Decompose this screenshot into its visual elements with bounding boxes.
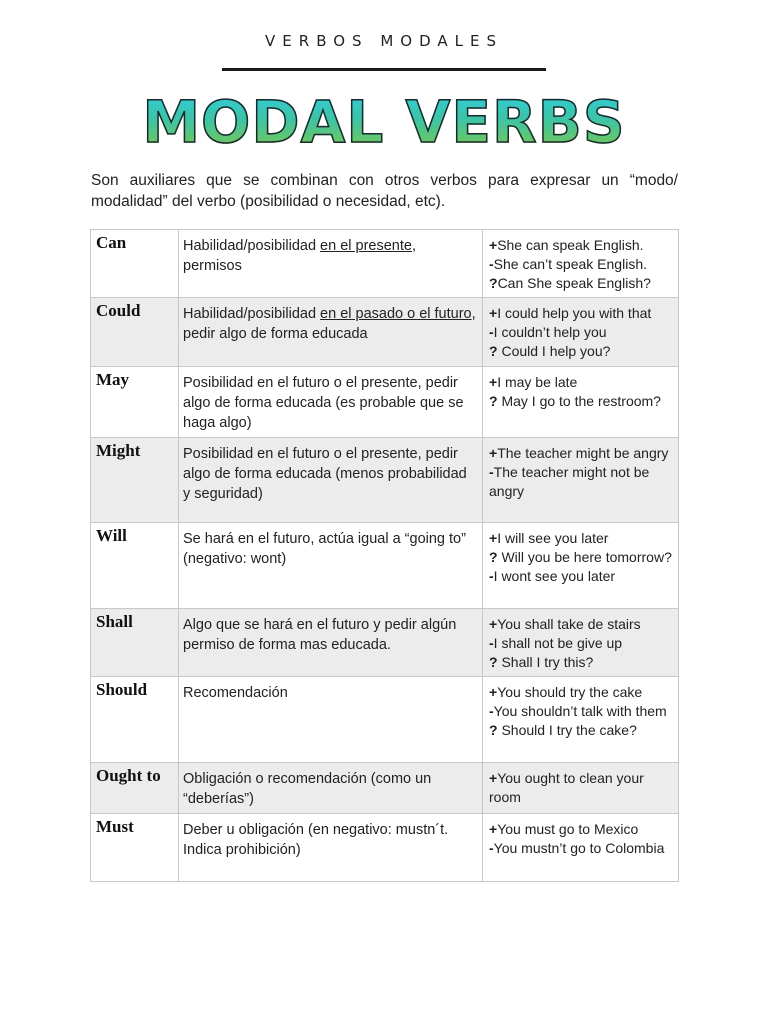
modal-verbs-table [90,229,679,882]
description-text [179,814,482,864]
example-line [489,548,674,567]
example-sentence: You shall take de stairs [497,616,641,632]
example-line [489,721,674,740]
description-segment: Recomendación [183,685,288,701]
examples-cell [483,814,679,882]
example-marker: - [489,635,494,651]
example-line [489,342,674,361]
intro-paragraph: Son auxiliares que se combinan con otros verbos para expresar un “modo/ modalidad” del verbo (posibilidad o necesidad, etc). [91,172,678,210]
description-cell [179,523,483,609]
examples-list [483,230,678,297]
description-segment: Posibilidad en el futuro o el presente, pedir algo de forma educada (menos probabilidad y seguridad) [183,446,467,502]
table-row [91,609,679,677]
example-sentence: You should try the cake [497,684,643,700]
description-text [179,298,482,348]
main-title [0,86,768,158]
example-line [489,323,674,342]
examples-cell [483,523,679,609]
example-line [489,634,674,653]
example-sentence: Will you be here tomorrow? [497,549,672,565]
examples-cell [483,367,679,438]
example-sentence: You ought to clean your room [489,770,644,805]
example-line [489,702,674,721]
table-row [91,298,679,367]
example-line [489,236,674,255]
description-segment: Algo que se hará en el futuro y pedir algún permiso de forma mas educada. [183,617,457,653]
example-marker: - [489,703,494,719]
description-segment: Habilidad/posibilidad [183,238,321,254]
header-title: VERBOS MODALES [265,32,503,50]
example-line [489,839,674,858]
main-title-text: MODAL VERBS [142,88,626,156]
example-marker: - [489,840,494,856]
table-row [91,677,679,763]
description-segment: , pedir algo de forma educada [183,306,476,342]
verb-cell [91,367,179,438]
description-cell [179,230,483,298]
examples-list [483,609,678,676]
example-sentence: I wont see you later [493,568,616,584]
example-marker: + [489,530,498,546]
verb-cell [91,230,179,298]
example-line [489,444,674,463]
description-segment: Posibilidad en el futuro o el presente, pedir algo de forma educada (es probable que se haga algo) [183,375,464,431]
example-line [489,769,674,807]
example-line [489,392,674,411]
example-line [489,567,674,586]
verb-cell [91,438,179,523]
description-cell [179,814,483,882]
description-segment: Obligación o recomendación (como un “deberías”) [183,771,432,807]
description-cell [179,609,483,677]
verb-label: Must [96,817,134,836]
example-sentence: I may be late [497,374,578,390]
example-sentence: I will see you later [497,530,609,546]
description-cell [179,438,483,523]
examples-list [483,763,678,811]
verb-cell [91,677,179,763]
verb-label: Can [96,233,127,252]
table-row [91,523,679,609]
examples-cell [483,438,679,523]
description-segment: Deber u obligación (en negativo: mustn´t. Indica prohibición) [183,822,449,858]
example-marker: + [489,305,498,321]
example-sentence: Should I try the cake? [497,722,637,738]
table-row [91,814,679,882]
verb-cell [91,763,179,814]
example-marker: + [489,374,498,390]
table-row [91,367,679,438]
example-marker: ? [489,549,498,565]
description-cell [179,677,483,763]
examples-cell [483,763,679,814]
example-sentence: I shall not be give up [493,635,623,651]
example-marker: + [489,684,498,700]
verb-label: May [96,370,130,389]
examples-list [483,677,678,744]
description-text [179,677,482,707]
example-line [489,653,674,672]
description-segment: Habilidad/posibilidad [183,306,321,322]
example-marker: - [489,324,494,340]
example-sentence: I could help you with that [497,305,652,321]
verb-label: Might [96,441,141,460]
verb-label: Shall [96,612,133,631]
example-sentence: May I go to the restroom? [497,393,661,409]
description-cell [179,367,483,438]
example-marker: ? [489,343,498,359]
examples-cell [483,298,679,367]
example-line [489,615,674,634]
verb-cell [91,523,179,609]
verb-label: Should [96,680,148,699]
example-sentence: Could I help you? [497,343,611,359]
example-marker: ? [489,393,498,409]
description-cell [179,298,483,367]
description-text [179,763,482,813]
example-sentence: I couldn’t help you [493,324,607,340]
description-text [179,230,482,280]
example-marker: + [489,616,498,632]
example-sentence: She can’t speak English. [493,256,647,272]
examples-cell [483,609,679,677]
example-line [489,463,674,501]
examples-list [483,298,678,365]
example-line [489,529,674,548]
example-marker: + [489,237,498,253]
example-marker: ? [489,654,498,670]
example-sentence: You shouldn’t talk with them [493,703,667,719]
example-sentence: You must go to Mexico [497,821,639,837]
example-marker: + [489,821,498,837]
example-sentence: The teacher might not be angry [489,464,650,499]
example-sentence: The teacher might be angry [497,445,669,461]
examples-list [483,814,678,862]
description-segment: , permisos [183,238,416,274]
example-marker: - [489,256,494,272]
description-text [179,367,482,437]
example-sentence: She can speak English. [497,237,644,253]
description-segment: Se hará en el futuro, actúa igual a “going to” (negativo: wont) [183,531,466,567]
header-divider [222,68,546,71]
verb-label: Could [96,301,141,320]
verb-label: Will [96,526,127,545]
examples-list [483,367,678,415]
examples-list [483,438,678,505]
example-marker: + [489,445,498,461]
example-sentence: Shall I try this? [497,654,594,670]
examples-cell [483,677,679,763]
examples-cell [483,230,679,298]
verb-cell [91,298,179,367]
example-marker: - [489,568,494,584]
verb-label: Ought to [96,766,161,785]
examples-list [483,523,678,590]
table-row [91,763,679,814]
example-marker: ? [489,275,498,291]
example-line [489,255,674,274]
underlined-phrase: en el pasado o el futuro [320,306,472,322]
description-text [179,609,482,659]
table-row [91,438,679,523]
table-row [91,230,679,298]
example-line [489,820,674,839]
example-sentence: You mustn’t go to Colombia [493,840,665,856]
underlined-phrase: en el presente [320,238,412,254]
example-marker: + [489,770,498,786]
example-marker: ? [489,722,498,738]
verb-cell [91,609,179,677]
description-text [179,438,482,508]
example-line [489,274,674,293]
example-line [489,683,674,702]
example-sentence: Can She speak English? [497,275,651,291]
description-text [179,523,482,573]
example-line [489,373,674,392]
example-line [489,304,674,323]
description-cell [179,763,483,814]
table-body [91,230,679,882]
verb-cell [91,814,179,882]
example-marker: - [489,464,494,480]
